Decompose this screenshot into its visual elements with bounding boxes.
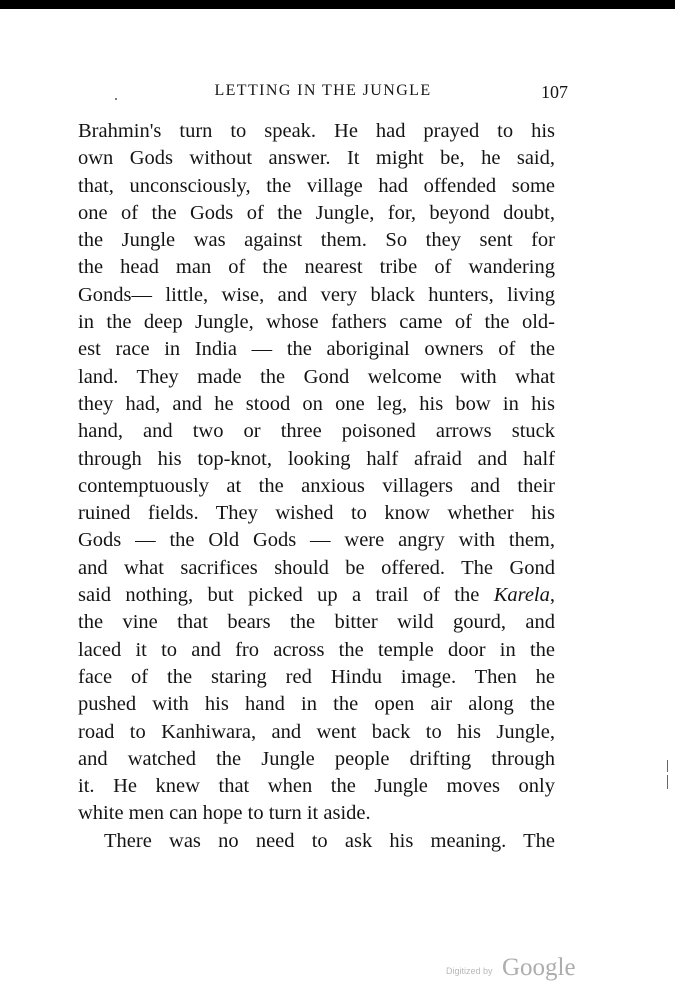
italic-word: Karela [493,584,550,607]
text-line: Gods — the Old Gods — were angry with them, [78,529,555,552]
text-line: contemptuously at the anxious villagers and their [78,474,555,497]
text-line: road to Kanhiwara, and went back to his Jungle, [78,720,555,743]
text-line: the head man of the nearest tribe of wandering [78,256,555,279]
google-logo: Google [502,954,576,981]
text-line: laced it to and fro across the temple door in the [78,638,555,661]
margin-scan-mark [667,775,668,789]
margin-scan-mark [667,760,668,772]
running-head: LETTING IN THE JUNGLE [214,82,432,99]
body-text [78,118,555,855]
text-line: the Jungle was against them. So they sent for [78,229,555,252]
text-line: and what sacrifices should be offered. The Gond [78,556,555,579]
page-number: 107 [541,82,568,102]
text-line-paragraph-start: There was no need to ask his meaning. The [104,829,555,852]
text-line: Gonds— little, wise, and very black hunters, living [78,283,555,306]
top-border-rule [0,0,675,9]
text-line: ruined fields. They wished to know whether his [78,502,555,525]
watermark-prefix: Digitized by [446,966,493,976]
stray-mark [115,98,117,100]
text-line: est race in India — the aboriginal owners of the [78,338,555,361]
text-line: pushed with his hand in the open air along the [78,693,555,716]
text-line: they had, and he stood on one leg, his bow in his [78,392,555,415]
text-line: face of the staring red Hindu image. Then he [78,665,555,688]
text-line: said nothing, but picked up a trail of the Karela, [78,584,555,607]
text-line: one of the Gods of the Jungle, for, beyond doubt, [78,201,555,224]
text-line: hand, and two or three poisoned arrows stuck [78,420,555,443]
text-line: the vine that bears the bitter wild gourd, and [78,611,555,634]
text-line-paragraph-end: white men can hope to turn it aside. [78,802,371,825]
digitized-watermark [446,956,586,984]
text-line: and watched the Jungle people drifting through [78,747,555,770]
text-line: that, unconsciously, the village had offended some [78,174,555,197]
text-line: land. They made the Gond welcome with what [78,365,555,388]
page-header [78,82,568,106]
text-line: Brahmin's turn to speak. He had prayed to his [78,120,555,142]
text-line: own Gods without answer. It might be, he said, [78,147,555,170]
text-line: it. He knew that when the Jungle moves only [78,775,555,798]
text-line: through his top-knot, looking half afraid and half [78,447,555,470]
text-line: in the deep Jungle, whose fathers came of the old- [78,311,555,334]
